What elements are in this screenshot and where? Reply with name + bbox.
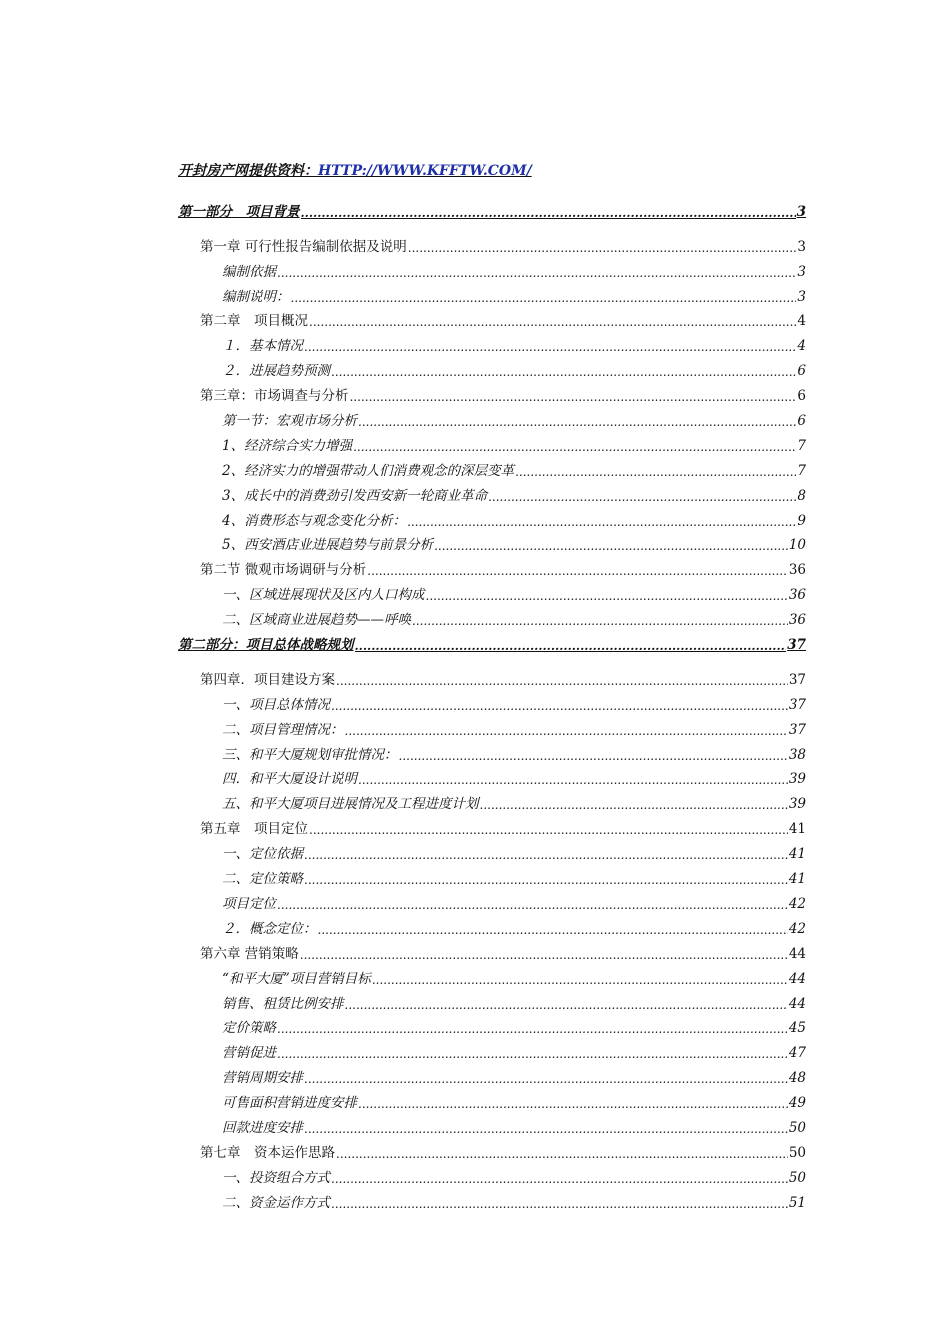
toc-entry-title: 三、和平大厦规划审批情况： bbox=[222, 746, 398, 763]
toc-entry-title: 五、和平大厦项目进展情况及工程进度计划 bbox=[222, 796, 479, 813]
toc-section-entry[interactable] bbox=[178, 504, 806, 529]
toc-section-entry[interactable] bbox=[178, 962, 806, 987]
toc-chapter-entry[interactable] bbox=[178, 379, 806, 404]
toc-section-entry[interactable] bbox=[178, 912, 806, 937]
toc-section-entry[interactable] bbox=[178, 280, 806, 305]
toc-chapter-entry[interactable] bbox=[178, 937, 806, 962]
toc-page-number: 4 bbox=[797, 338, 806, 355]
toc-entry-title: 可售面积营销进度安排 bbox=[222, 1095, 357, 1112]
toc-section-entry[interactable] bbox=[178, 887, 806, 912]
toc-section-entry[interactable] bbox=[178, 404, 806, 429]
toc-leader-dots bbox=[304, 340, 796, 354]
toc-section-entry[interactable] bbox=[178, 688, 806, 713]
toc-leader-dots bbox=[301, 206, 796, 220]
toc-page-number: 37 bbox=[787, 637, 806, 654]
toc-leader-dots bbox=[277, 1047, 788, 1061]
toc-leader-dots bbox=[358, 415, 796, 429]
toc-page-number: 37 bbox=[788, 721, 806, 738]
toc-entry-title: 一、投资组合方式 bbox=[222, 1169, 330, 1186]
toc-leader-dots bbox=[331, 1172, 788, 1186]
toc-entry-title: 二、区域商业进展趋势——呼唤 bbox=[222, 612, 411, 629]
toc-entry-title: 营销周期安排 bbox=[222, 1070, 303, 1087]
toc-entry-title: 编制依据 bbox=[222, 263, 276, 280]
toc-leader-dots bbox=[407, 515, 796, 529]
toc-page-number: 38 bbox=[788, 746, 806, 763]
toc-section-entry[interactable] bbox=[178, 1036, 806, 1061]
toc-leader-dots bbox=[399, 749, 788, 763]
toc-section-entry[interactable] bbox=[178, 603, 806, 628]
toc-section-entry[interactable] bbox=[178, 1086, 806, 1111]
toc-section-entry[interactable] bbox=[178, 578, 806, 603]
source-prefix: 开封房产网提供资料： bbox=[178, 163, 318, 179]
toc-section-entry[interactable] bbox=[178, 763, 806, 788]
toc-entry-title: 二、定位策略 bbox=[222, 871, 303, 888]
toc-page-number: 8 bbox=[797, 487, 806, 504]
toc-page-number: 3 bbox=[797, 238, 806, 255]
toc-entry-title: 第二节 微观市场调研与分析 bbox=[200, 562, 367, 579]
toc-entry-title: 3、成长中的消费劲引发西安新一轮商业革命 bbox=[222, 487, 488, 504]
toc-leader-dots bbox=[350, 390, 797, 404]
toc-chapter-entry[interactable] bbox=[178, 812, 806, 837]
toc-leader-dots bbox=[304, 1072, 788, 1086]
toc-entry-title: 第一章 可行性报告编制依据及说明 bbox=[200, 238, 407, 255]
toc-leader-dots bbox=[277, 266, 796, 280]
toc-entry-title: 定价策略 bbox=[222, 1020, 276, 1037]
toc-leader-dots bbox=[345, 998, 788, 1012]
toc-page-number: 3 bbox=[797, 263, 806, 280]
toc-page-number: 42 bbox=[788, 895, 806, 912]
toc-section-entry[interactable] bbox=[178, 987, 806, 1012]
toc-leader-dots bbox=[331, 699, 788, 713]
toc-section-entry[interactable] bbox=[178, 1186, 806, 1211]
toc-entry-title: 第七章 资本运作思路 bbox=[200, 1144, 335, 1161]
toc-section-entry[interactable] bbox=[178, 529, 806, 554]
toc-leader-dots bbox=[304, 873, 788, 887]
toc-page-number: 37 bbox=[788, 671, 806, 688]
toc-entry-title: 一、定位依据 bbox=[222, 846, 303, 863]
toc-entry-title: 4、消费形态与观念变化分析： bbox=[222, 512, 407, 529]
toc-entry-title: 第四章．项目建设方案 bbox=[200, 671, 335, 688]
toc-leader-dots bbox=[358, 1097, 788, 1111]
toc-page-number: 9 bbox=[797, 512, 806, 529]
toc-page-number: 44 bbox=[788, 970, 806, 987]
toc-page-number: 44 bbox=[788, 945, 806, 962]
toc-leader-dots bbox=[355, 639, 787, 653]
toc-entry-title: 第二部分：项目总体战略规划 bbox=[178, 637, 354, 654]
toc-page-number: 51 bbox=[788, 1194, 806, 1211]
toc-page-number: 37 bbox=[788, 696, 806, 713]
toc-leader-dots bbox=[515, 465, 796, 479]
toc-page-number: 39 bbox=[788, 796, 806, 813]
toc-entry-title: 第五章 项目定位 bbox=[200, 821, 308, 838]
toc-entry-title: ２．进展趋势预测 bbox=[222, 363, 330, 380]
toc-entry-title: “和平大厦”项目营销目标 bbox=[222, 970, 371, 987]
toc-page-number: 10 bbox=[788, 537, 806, 554]
toc-section-entry[interactable] bbox=[178, 1012, 806, 1037]
toc-entry-title: 第一部分 项目背景 bbox=[178, 203, 300, 220]
toc-entry-title: 5、西安酒店业进展趋势与前景分析 bbox=[222, 537, 434, 554]
toc-page-number: 36 bbox=[788, 562, 806, 579]
toc-page-number: 50 bbox=[788, 1144, 806, 1161]
toc-entry-title: １．基本情况 bbox=[222, 338, 303, 355]
toc-leader-dots bbox=[426, 589, 788, 603]
toc-page-number: 45 bbox=[788, 1020, 806, 1037]
toc-entry-title: 回款进度安排 bbox=[222, 1119, 303, 1136]
toc-part-entry[interactable] bbox=[178, 628, 806, 653]
toc-leader-dots bbox=[367, 564, 788, 578]
toc-page-number: 3 bbox=[796, 203, 806, 220]
toc-entry-title: 二、资金运作方式 bbox=[222, 1194, 330, 1211]
toc-entry-title: 一、项目总体情况 bbox=[222, 696, 330, 713]
toc-entry-title: 项目定位 bbox=[222, 895, 276, 912]
toc-page-number: 41 bbox=[788, 846, 806, 863]
toc-page-number: 44 bbox=[788, 995, 806, 1012]
toc-page-number: 3 bbox=[797, 288, 806, 305]
toc-chapter-entry[interactable] bbox=[178, 305, 806, 330]
toc-page-number: 7 bbox=[797, 437, 806, 454]
toc-leader-dots bbox=[372, 973, 788, 987]
toc-spacer bbox=[178, 220, 806, 230]
toc-section-entry[interactable] bbox=[178, 1111, 806, 1136]
toc-leader-dots bbox=[336, 674, 788, 688]
toc-page-number: 6 bbox=[797, 388, 806, 405]
toc-chapter-entry[interactable] bbox=[178, 230, 806, 255]
toc-page-number: 6 bbox=[797, 363, 806, 380]
toc-page-number: 6 bbox=[797, 413, 806, 430]
toc-leader-dots bbox=[358, 773, 788, 787]
toc-page-number: 41 bbox=[788, 871, 806, 888]
toc-section-entry[interactable] bbox=[178, 738, 806, 763]
toc-leader-dots bbox=[309, 823, 788, 837]
toc-section-entry[interactable] bbox=[178, 1061, 806, 1086]
toc-leader-dots bbox=[408, 241, 797, 255]
toc-section-entry[interactable] bbox=[178, 862, 806, 887]
toc-part-entry[interactable] bbox=[178, 195, 806, 220]
toc-entry-title: 第三章：市场调查与分析 bbox=[200, 388, 349, 405]
toc-page-number: 7 bbox=[797, 462, 806, 479]
toc-section-entry[interactable] bbox=[178, 329, 806, 354]
toc-entry-title: 第六章 营销策略 bbox=[200, 945, 299, 962]
toc-page-number: 41 bbox=[788, 821, 806, 838]
toc-section-entry[interactable] bbox=[178, 837, 806, 862]
toc-page-number: 49 bbox=[788, 1095, 806, 1112]
toc-page-number: 50 bbox=[788, 1169, 806, 1186]
toc-leader-dots bbox=[277, 898, 788, 912]
toc-entry-title: 1、经济综合实力增强 bbox=[222, 437, 353, 454]
toc-section-entry[interactable] bbox=[178, 354, 806, 379]
toc-page-number: 36 bbox=[788, 587, 806, 604]
toc-entry-title: 编制说明： bbox=[222, 288, 290, 305]
toc-chapter-entry[interactable] bbox=[178, 1136, 806, 1161]
toc-leader-dots bbox=[412, 614, 788, 628]
toc-leader-dots bbox=[291, 291, 797, 305]
toc-section-entry[interactable] bbox=[178, 787, 806, 812]
toc-page-number: 48 bbox=[788, 1070, 806, 1087]
toc-leader-dots bbox=[336, 1147, 788, 1161]
toc-entry-title: 四．和平大厦设计说明 bbox=[222, 771, 357, 788]
toc-entry-title: 二、项目管理情况： bbox=[222, 721, 344, 738]
toc-section-entry[interactable] bbox=[178, 429, 806, 454]
toc-entry-title: 一、区域进展现状及区内人口构成 bbox=[222, 587, 425, 604]
toc-section-entry[interactable] bbox=[178, 255, 806, 280]
toc-page-number: 50 bbox=[788, 1119, 806, 1136]
toc-entry-title: 销售、租赁比例安排 bbox=[222, 995, 344, 1012]
toc-leader-dots bbox=[434, 539, 788, 553]
toc-leader-dots bbox=[318, 923, 788, 937]
table-of-contents bbox=[178, 195, 806, 1211]
toc-leader-dots bbox=[345, 724, 788, 738]
toc-page-number: 36 bbox=[788, 612, 806, 629]
toc-leader-dots bbox=[480, 798, 788, 812]
toc-page-number: 39 bbox=[788, 771, 806, 788]
toc-leader-dots bbox=[277, 1022, 788, 1036]
toc-page-number: 42 bbox=[788, 920, 806, 937]
toc-section-entry[interactable] bbox=[178, 454, 806, 479]
toc-section-entry[interactable] bbox=[178, 1161, 806, 1186]
toc-chapter-entry[interactable] bbox=[178, 553, 806, 578]
source-url-link[interactable]: HTTP://WWW.KFFTW.COM/ bbox=[318, 163, 532, 179]
toc-spacer bbox=[178, 653, 806, 663]
toc-leader-dots bbox=[309, 315, 796, 329]
toc-entry-title: 2、经济实力的增强带动人们消费观念的深层变革 bbox=[222, 462, 515, 479]
toc-leader-dots bbox=[353, 440, 796, 454]
toc-leader-dots bbox=[331, 1197, 788, 1211]
source-header bbox=[178, 160, 532, 180]
toc-entry-title: 营销促进 bbox=[222, 1045, 276, 1062]
toc-section-entry[interactable] bbox=[178, 713, 806, 738]
toc-leader-dots bbox=[488, 490, 796, 504]
toc-leader-dots bbox=[300, 948, 788, 962]
toc-chapter-entry[interactable] bbox=[178, 663, 806, 688]
toc-entry-title: 第一节：宏观市场分析 bbox=[222, 413, 357, 430]
toc-leader-dots bbox=[304, 1122, 788, 1136]
toc-leader-dots bbox=[331, 365, 796, 379]
toc-page-number: 4 bbox=[797, 313, 806, 330]
toc-entry-title: ２．概念定位： bbox=[222, 920, 317, 937]
toc-entry-title: 第二章 项目概况 bbox=[200, 313, 308, 330]
toc-section-entry[interactable] bbox=[178, 479, 806, 504]
toc-page-number: 47 bbox=[788, 1045, 806, 1062]
toc-leader-dots bbox=[304, 848, 788, 862]
